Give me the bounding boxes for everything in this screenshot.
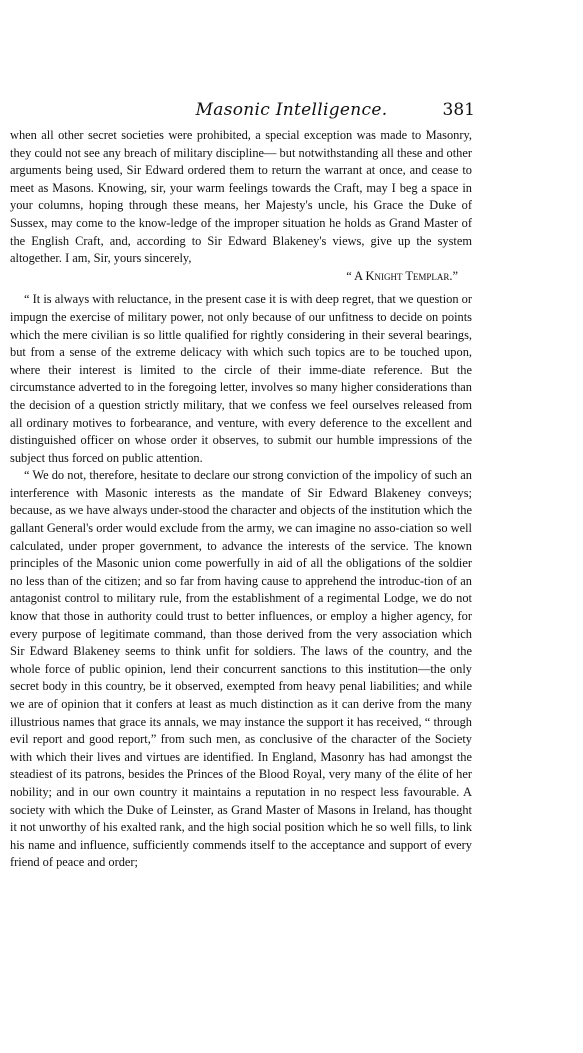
editorial-paragraph-2: “ We do not, therefore, hesitate to declare our strong conviction of the impolicy of such an interference with Masonic interests as the mandate of Sir Edward Blakeney conveys; because, as we have always under-stood the character and objects of the institution which the gallant General's order would exclude from the army, we can imagine no asso-ciation so well calculated, under proper government, to advance the interests of the service. The known principles of the Masonic union come powerfully in aid of all the obligations of the soldier no less than of the citizen; and so far from having cause to apprehend the introduc-tion of an antagonist control to military rule, from the establishment of a regimental Lodge, we do not know that those in authority could trust to better influences, or employ a higher agency, for every purpose of legitimate command, than those derived from the very association which Sir Edward Blakeney seems to think unfit for soldiers. The laws of the country, and the whole force of public opinion, lend their concurrent sanctions to this institution—the only secret body in this country, be it observed, exempted from heavy penal liabilities; and while we are of opinion that it confers at least as much distinction as it can derive from the many illustrious names that grace its annals, we may instance the support it has received, “ through evil report and good report,” from such men, as conclusive of the character of the Society with which their lives and virtues are identified. In England, Masonry has had amongst the steadiest of its patrons, besides the Princes of the Blood Royal, very many of the élite of her nobility; and in our own country it maintains a reputation in no respect less favourable. A society with which the Duke of Leinster, as Grand Master of Masons in Ireland, has thought it not unworthy of his exalted rank, and the high social position which he so well fills, to link his name and influence, sufficiently commends itself to the acceptance and support of every friend of peace and order; [10,468,472,870]
running-title: Masonic Intelligence. [195,100,388,120]
body-text [10,127,472,872]
running-header [0,100,583,124]
letter-continuation [10,127,472,268]
letter-text: when all other secret societies were prohibited, a special exception was made to Masonry, they could not see any breach of military discipline— but notwithstanding all these and other arguments being used, Sir Edward ordered them to return the warrant at once, and cease to meet as Masons. Knowing, sir, your warm feelings towards the Craft, may I beg a space in your columns, hoping through these means, her Majesty's uncle, his Grace the Duke of Sussex, may come to the know-ledge of the improper situation he holds as Grand Master of the English Craft, and, according to Sir Edward Blakeney's views, give up the system altogether. [10,128,472,266]
page-number: 381 [442,100,475,120]
letter-closing: I am, Sir, yours sincerely, [65,251,192,266]
editorial-paragraph-1: “ It is always with reluctance, in the present case it is with deep regret, that we question or impugn the exercise of military power, not only because of our unfitness to decide on points which the mere civilian is so little qualified for rightly considering in their several bearings, but from a sense of the extreme delicacy with which such topics are to be touched upon, where their interest is limited to the circle of their imme-diate reference. But the circumstance adverted to in the foregoing letter, involves so many higher considerations than the decision of a question strictly military, that we confess we feel ourselves released from all ordinary motives to forbearance, and venture, with every deference to the excellent and distinguished officer on whose order it observes, to submit our humble impressions of the subject thus forced on public attention. [10,292,472,465]
letter-signature: “ A Knight Templar.” [346,268,458,283]
